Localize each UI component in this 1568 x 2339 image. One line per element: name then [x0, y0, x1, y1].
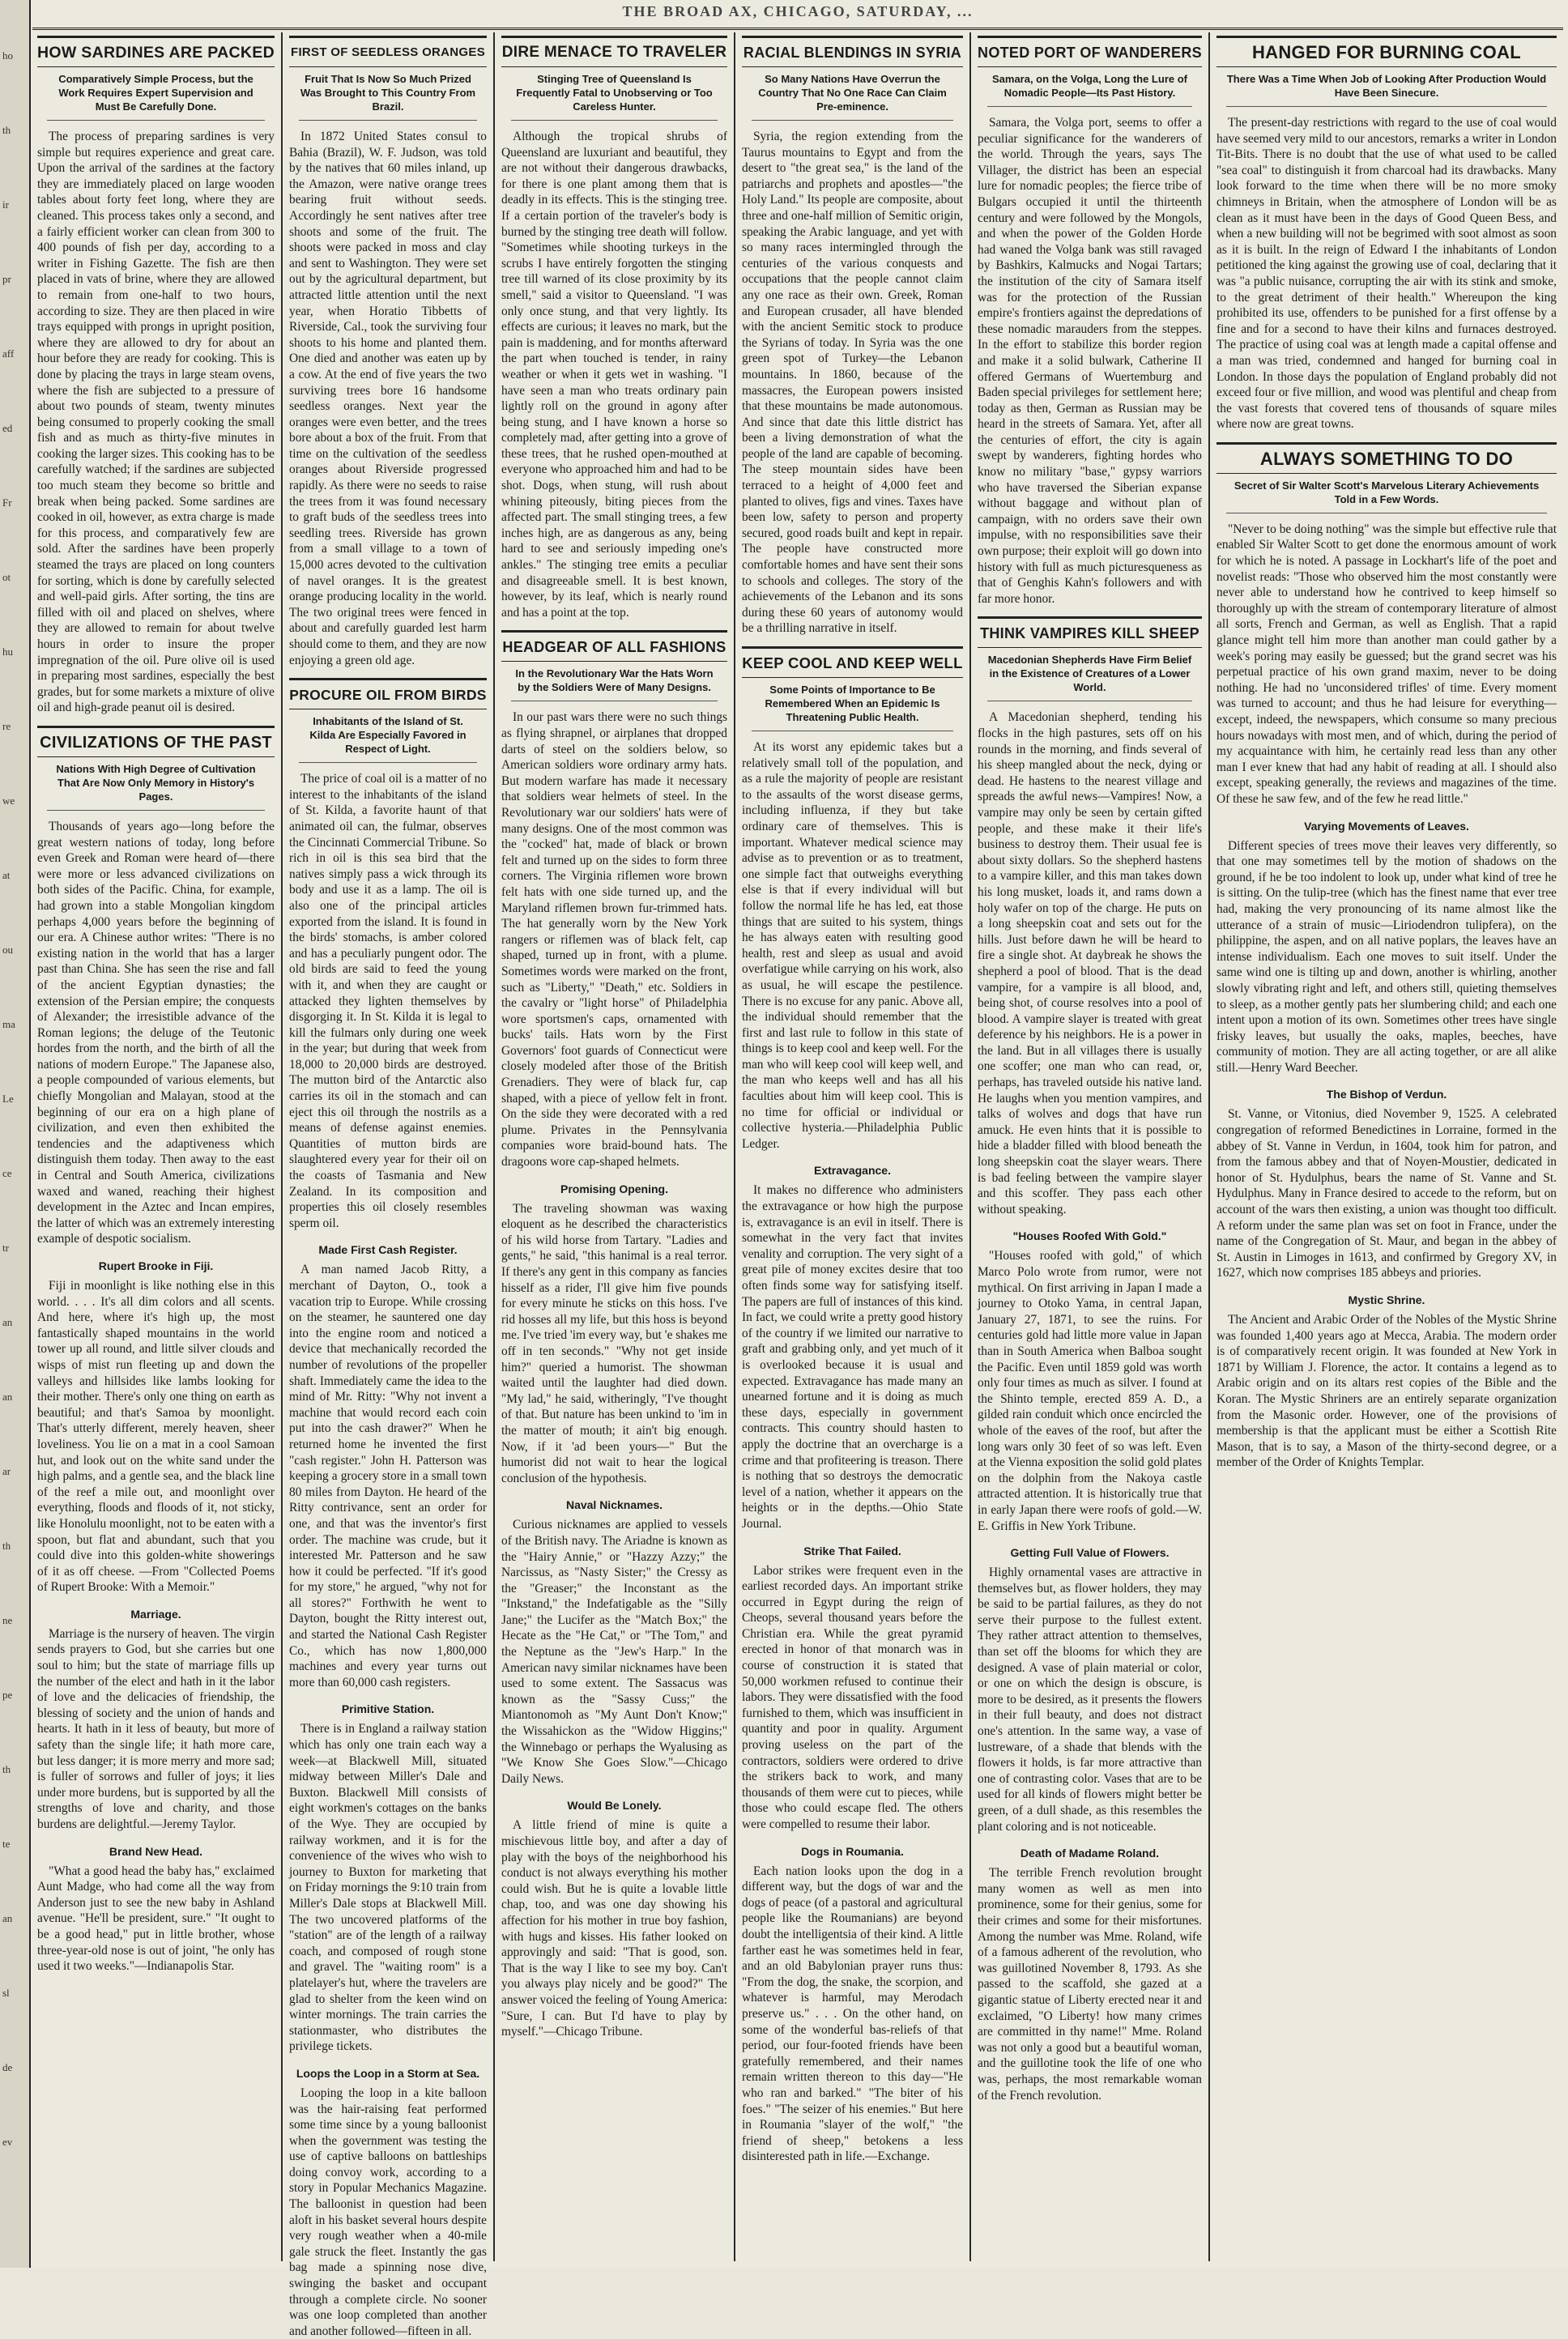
article-subhead: Rupert Brooke in Fiji. [98, 1259, 214, 1272]
article-body: Thousands of years ago—long before the great western nations of today, long before even Greek and Roman were heard of—there were more or less advanced civilizations on both sides of the Pacific. China, for example, had grown into a stable Mongolian kingdom perhaps 4,000 years before the beginning of our era. A Chinese author writes: "There is no existing nation in the world that has a larger past than China. She has seen the rise and fall of the ancient Egyptian dynasties; the extension of the Persian empire; the conquests of Alexander; the irresistible advance of the Roman legions; the deluge of the Teutonic hordes from the north, and the birth of all the nations of modern Europe." The Japanese also, a people compounded of various elements, but chiefly Mongolian and Malayan, stood at the beginning of our era on a high plane of civilization, and even then exhibited the tendencies and the adaptiveness which distinguish them today. Then away to the east in Central and South America, civilizations waxed and waned, reaching their highest development in the Aztec and Incan empires, the latter of which was an extremely interesting example of despotic socialism. [37, 819, 275, 1246]
column-6 [1212, 36, 1562, 2261]
article-body: It makes no difference who administers the extravagance or how high the purpose is, extravagance is an evil in itself. There is somewhat in the very fact that invites venality and corruption. The very sight of a great pile of money excites desire that too often finds some way for satisfying itself. The papers are full of instances of this kind. In fact, we could write a pretty good history of the country if we limited our narrative to graft and grabbing only, and yet much of it is overlooked because it is usual and expected. Extravagance has made many an unearned fortune and it is doing as much these days, especially in government contracts. This country should hasten to apply the doctrine that an overcharge is a crime and that profiteering is treason. There is nothing that so destroys the democratic level of a nation, whether it appears on the heights or in the depths.—Ohio State Journal. [742, 1183, 963, 1531]
article [501, 1498, 727, 1787]
article-subhead: Strike That Failed. [803, 1544, 901, 1557]
article-body: At its worst any epidemic takes but a relatively small toll of the population, and as a rule the majority of people are resistant to the assaults of the worst disease germs, including influenza, if they but take ordinary care of themselves. This is important. Whatever medical science may advise as to prevention or as to treatment, one simple fact that outweighs everything else is that if every individual will but follow the normal life he has led, eat those things that are suited to his system, things he has always eaten with resulting good health, rest and sleep as usual and avoid overfatigue while carrying on his work, also as usual, he will escape the pestilence. There is no excuse for any panic. Above all, the individual should remember that the first and last rule to follow in this state of things is to keep cool and keep well. For the man who will keep cool will keep well, and the man who keeps well and has all his faculties about him will keep cool. This is no time for official or individual or collective hysteria.—Philadelphia Public Ledger. [742, 740, 963, 1151]
article [501, 36, 727, 620]
strip-fragment: de [2, 2061, 13, 2073]
article-deck: Macedonian Shepherds Have Firm Belief in the Existence of Creatures of a Lower World. [987, 653, 1192, 701]
article-headline: HOW SARDINES ARE PACKED [37, 36, 275, 67]
article-subhead: Varying Movements of Leaves. [1304, 819, 1469, 833]
article-deck: Fruit That Is Now So Much Prized Was Brought to This Country From Brazil. [299, 72, 477, 121]
article-deck: Comparatively Simple Process, but the Work Requires Expert Supervision and Must Be Carefully Done. [47, 72, 265, 121]
strip-fragment: ne [2, 1614, 13, 1626]
article-subhead: Would Be Lonely. [567, 1799, 662, 1813]
strip-fragment: th [2, 1540, 11, 1552]
strip-fragment: ed [2, 422, 13, 434]
article-headline: HEADGEAR OF ALL FASHIONS [501, 630, 727, 662]
article-subhead: Getting Full Value of Flowers. [1010, 1546, 1170, 1560]
article-deck: So Many Nations Have Overrun the Country That No One Race Can Claim Pre-eminence. [752, 72, 953, 121]
strip-fragment: aff [2, 347, 15, 360]
article [289, 1242, 487, 1690]
article [978, 1846, 1202, 2103]
article-deck: Some Points of Importance to Be Remembered When an Epidemic Is Threatening Public Health. [752, 683, 953, 731]
article-subhead: Promising Opening. [560, 1182, 668, 1195]
article-subhead: Primitive Station. [341, 1702, 435, 1716]
article [37, 726, 275, 1247]
article-deck: There Was a Time When Job of Looking After Production Would Have Been Sinecure. [1226, 72, 1547, 107]
column-rule [281, 32, 283, 2261]
strip-fragment: ho [2, 49, 13, 62]
article-headline: THINK VAMPIRES KILL SHEEP [978, 616, 1202, 648]
article [1216, 1293, 1557, 1471]
article-body: In 1872 United States consul to Bahia (Brazil), W. F. Judson, was told by the natives that 60 miles inland, up the Amazon, were native orange trees bearing fruit without seeds. Accordingly he sent natives after tree shoots and some of the fruit. The shoots were packed in moss and clay and sent to Washington. They were set out by the agricultural department, but attracted little attention until the next year, when Horatio Tibbetts of Riverside, Cal., took the surviving four shoots to his home and planted them. One died and another was eaten up by a cow. At the end of five years the two surviving trees bore 16 handsome seedless oranges. Next year the oranges were even better, and the trees bore about a box of the fruit. From that time on the cultivation of the seedless oranges about Riverside progressed rapidly. As there were no seeds to raise the trees from it was found necessary to graft buds of the seedless trees into seedling trees. Riverside has grown from a small village to a town of 15,000 acres devoted to the cultivation of navel oranges. It is the greatest orange producing locality in the world. The two original trees were fenced in about and carefully guarded lest harm should come to them, and they are now enjoying a green old age. [289, 130, 487, 667]
article [289, 1702, 487, 2054]
article-subhead: The Bishop of Verdun. [1326, 1088, 1447, 1101]
strip-fragment: th [2, 1763, 11, 1775]
article-body: The present-day restrictions with regard to the use of coal would have seemed very mild to our ancestors, remarks a writer in London Tit-Bits. There is no doubt that the use of what used to be called "sea coal" to distinguish it from charcoal had its drawbacks. Many look forward to the time when there will be no more smoky chimneys in Britain, when the atmosphere of London will be as clean as it must have been in the days of Good Queen Bess, and when a new building will not be begrimed with soot almost as soon as it is built. In the reign of Edward I the inhabitants of London petitioned the king against the growing use of coal, declaring that it was "a public nuisance, corrupting the air with its stink and smoke, to the great detriment of their health." Whereupon the king prohibited its use, offenders to be punished for a first offense by a fine and for a second to have their kilns and furnaces destroyed. The practice of using coal was at length made a capital offense and a man was tried, condemned and hanged for burning coal in London. In those days the population of England probably did not exceed four or five million, and wood was plentiful and cheap from the vast forests that covered tens of thousands of square miles where now are great towns. [1216, 116, 1557, 432]
article [37, 1607, 275, 1833]
article-deck: In the Revolutionary War the Hats Worn by the Soldiers Were of Many Designs. [511, 667, 718, 701]
column-3 [496, 36, 732, 2261]
article-headline: FIRST OF SEEDLESS ORANGES [289, 36, 487, 67]
adjacent-page-strip [0, 0, 31, 2268]
article [978, 36, 1202, 607]
column-rule [493, 32, 495, 2261]
column-5 [973, 36, 1207, 2261]
article-subhead: Marriage. [130, 1607, 181, 1621]
article-body: The price of coal oil is a matter of no interest to the inhabitants of the island of St. Kilda, a favorite haunt of that animated oil can, the fulmar, observes the Cincinnati Commercial Tribune. So rich in oil is this sea bird that the natives simply pass a wick through its body and use it as a lamp. The oil is also one of the principal articles exported from the island. It is found in the birds' stomachs, is amber colored and has a peculiarly pungent odor. The old birds are said to feed the young with it, and when they are caught or attacked they lighten themselves by disgorging it. In St. Kilda it is legal to kill the fulmars only during one week in the year; but during that week from 18,000 to 20,000 birds are destroyed. The mutton bird of the Antarctic also carries its oil in the stomach and can eject this oil through the nostrils as a means of defense against enemies. Quantities of mutton birds are slaughtered every year for their oil on the coasts of Tasmania and New Zealand. In its composition and properties this oil closely resembles sperm oil. [289, 772, 487, 1230]
strip-fragment: an [2, 1316, 13, 1328]
article-deck: Samara, on the Volga, Long the Lure of Nomadic People—Its Past History. [987, 72, 1192, 107]
strip-fragment: ou [2, 944, 13, 956]
page-header: THE BROAD AX, CHICAGO, SATURDAY, ... [32, 3, 1563, 30]
article-subhead: Naval Nicknames. [565, 1498, 663, 1512]
article [978, 1229, 1202, 1534]
article-body: A little friend of mine is quite a mischievous little boy, and after a day of play with the boys of the neighborhood his conduct is not always everything his mother could wish. But he is quite a lovable little chap, too, and was one day showing his affection for his mother in true boy fashion, with hugs and kisses. His father looked on approvingly and said: "That is good, son. That is the way I like to see my boy. Can't you always play nicely and be good?" The answer voiced the feeling of Young America: "Sure, I can. But I'd have to play by myself."—Chicago Tribune. [501, 1818, 727, 2039]
strip-fragment: pr [2, 273, 11, 285]
article-body: The process of preparing sardines is very simple but requires experience and great care. Upon the arrival of the sardines at the factory they are immediately placed on large wooden tables about forty feet long, where they are cleaned. This process takes only a second, and a fairly efficient worker can clean from 300 to 400 pounds of fish per day, according to a writer in Fishing Gazette. The fish are then placed in vats of brine, where they are allowed to remain from one-half to two hours, according to size. They are then placed in wire trays equipped with prongs in upright position, where they are allowed to dry for about an hour before they are ready for cooking. This is done by placing the trays in large steam ovens, where the fish are subjected to a pressure of about two pounds of steam, twenty minutes being consumed to properly cooking the small fish and as much as thirty-five minutes in cooking the larger sizes. This cooking has to be carefully watched; if the sardines are subjected too much steam they become so brittle and break when being packed. Some sardines are cooked in oil, however, as extra charge is made for this process, and comparatively few are sold. After the sardines have been properly steamed the trays are placed on long counters for sorting, which is done by carefully selected and well-paid girls. After sorting, the tins are filled with oil and placed on shelves, where they are allowed to remain for about twelve hours in order to insure the proper impregnation of the oil. Pure olive oil is used in preparing most sardines, especially the best grades, but for some markets a mixture of olive oil and high-grade peanut oil is desired. [37, 130, 275, 715]
article-deck: Nations With High Degree of Cultivation That Are Now Only Memory in History's Pages. [47, 762, 265, 811]
article-subhead: Loops the Loop in a Storm at Sea. [296, 2066, 480, 2080]
article [501, 1798, 727, 2039]
article [742, 36, 963, 637]
article-headline: ALWAYS SOMETHING TO DO [1216, 442, 1557, 474]
article [37, 1259, 275, 1596]
article [37, 1844, 275, 1975]
article-headline: HANGED FOR BURNING COAL [1216, 36, 1557, 67]
article [37, 36, 275, 716]
article-subhead: Brand New Head. [109, 1844, 203, 1858]
article-deck: Inhabitants of the Island of St. Kilda Are Especially Favored in Respect of Light. [299, 714, 477, 763]
article-subhead: "Houses Roofed With Gold." [1012, 1229, 1167, 1243]
article-body: Labor strikes were frequent even in the earliest recorded days. An important strike occurred in Egypt during the reign of Cheops, several thousand years before the Christian era. While the great pyramid erected in honor of that monarch was in course of construction it is stated that 50,000 workmen refused to continue their labors. They were dissatisfied with the food furnished to them, which was insufficient in quantity and poor in quality. Argument proving useless on the part of the contractors, soldiers were ordered to drive the strikers back to work, and many thousands of them were cut to pieces, while those who could escape fled. The others were compelled to resume their labor. [742, 1563, 963, 1831]
article [1216, 819, 1557, 1076]
strip-fragment: hu [2, 645, 13, 658]
article [742, 1163, 963, 1532]
article-body: A Macedonian shepherd, tending his flocks in the high pastures, sets off on his rounds in the morning, and finds several of his sheep mangled about the neck, dying or dead. He hastens to the nearest village and spreads the awful news—Vampires! Now, a vampire may only be seen by certain gifted people, and these make it their life's business to destroy them. Their usual fee is about sixty dollars. So the shepherd hastens to a vampire killer, and this man takes down his long musket, loads it, and rams down a holy wafer on top of the charge. He puts on a long sheepskin coat and sets out for the hills. Just before dawn he will be heard to fire a single shot. At daybreak he shows the shepherd a pool of blood. That is the dead vampire, for a vampire is all blood, and, being shot, of course resolves into a pool of blood. A vampire slayer is treated with great deference by his neighbors. He is a power in the land. But in all villages there is usually one scoffer; one man who can read, or, perhaps, has traveled outside his native land. He laughs when you mention vampires, and talks of wolves and dogs that have run amuck. He even hints that it is possible to hide a bladder filled with blood beneath the long sheepskin coat the slayer wears. There is bad feeling between the vampire slayer and this scoffer. They pass each other without speaking. [978, 710, 1202, 1216]
strip-fragment: th [2, 124, 11, 136]
article-body: Although the tropical shrubs of Queensland are luxuriant and beautiful, they are not without their dangerous drawbacks, for there is one plant among them that is deadly in its effects. This is the stinging tree. If a certain portion of the traveler's body is burned by the stinging tree death will follow. "Sometimes while shooting turkeys in the scrubs I have entirely forgotten the stinging tree till warned of its close proximity by its smell," said a visitor to Queensland. "I was only once stung, and that very lightly. Its effects are curious; it leaves no mark, but the pain is maddening, and for months afterward the part when touched is tender, in rainy weather or when it gets wet in washing. "I have seen a man who treats ordinary pain lightly roll on the ground in agony after being stung, and I have known a horse so completely mad, after getting into a grove of these trees, that he rushed open-mouthed at everyone who approached him and had to be shot. Dogs, when stung, will rush about whining piteously, biting pieces from the affected part. The small stinging trees, a few inches high, are as dangerous as any, being hard to see and seriously impeding one's ankles." The stinging tree emits a peculiar and disagreeable smell. It is best known, however, by its leaf, which is nearly round and has a point at the top. [501, 130, 727, 620]
column-rule [734, 32, 735, 2261]
article-body: Looping the loop in a kite balloon was the hair-raising feat performed some time since by a young balloonist when the government was testing the use of captive balloons on battleships doing convoy work, according to a story in Popular Mechanics Magazine. The balloonist in question had been aloft in his basket several hours despite very rough weather when a 40-mile gale struck the fleet. Instantly the gas bag made a spinning nose dive, swinging the basket and occupant through a complete circle. No sooner was one loop completed than another and another followed—fifteen in all. [289, 2086, 487, 2338]
column-rule [1208, 32, 1210, 2261]
article-body: The traveling showman was waxing eloquent as he described the characteristics of his wild horse from Tartary. "Ladies and gents," he said, "this hanimal is a real terror. If there's any gent in this company as fancies hisself as a rider, I'll give him five pounds for every minute he sticks on this hoss. I've rid hosses all my life, but this hoss is beyond me. I've tried 'im every way, but 'e shakes me off in ten seconds." "Why not get inside him?" queried a humorist. The showman waited until the laughter had died down. "My lad," he said, witheringly, "I've thought of that. But nature has been unkind to 'im in the matter of mouth; it ain't big enough. Now, if it 'ad been yours—" But the humorist did not wait to hear the logical conclusion of the hypothesis. [501, 1201, 727, 1485]
strip-fragment: at [2, 869, 11, 881]
strip-fragment: te [2, 1838, 11, 1850]
strip-fragment: ir [2, 198, 9, 211]
article-body: Different species of trees move their leaves very differently, so that one may sometimes tell by the motion of shadows on the ground, if he be too indolent to look up, under what kind of tree he is sitting. On the tulip-tree (which has the finest name that ever tree had, making the very pronouncing of its name almost like the utterance of a strain of music—Liriodendron tulipfera), on the philippine, the aspen, and on all native poplars, the leaves have an intense individualism. Each one moves to suit itself. Under the same wind one is tilting up and down, another is whirling, another slowly vibrating right and left, and others still, quieting themselves to sleep, as a mother gently pats her slumbering child; and each one intent upon a motion of its own. Sometimes other trees have single frisky leaves, but usually the oaks, maples, beeches, have community of motion. They are all acting together, or are all alike still.—Henry Ward Beecher. [1216, 838, 1557, 1075]
strip-fragment: Le [2, 1093, 14, 1105]
article-headline: KEEP COOL AND KEEP WELL [742, 646, 963, 678]
article [501, 1182, 727, 1487]
article-body: Samara, the Volga port, seems to offer a peculiar significance for the wanderers of the world. Through the years, says The Villager, the district has been an especial lure for nomadic peoples; the fierce tribe of Bulgars occupied it until the thirteenth century and were followed by the Mongols, and when the power of the Golden Horde had waned the Volga bank was still ravaged by Bashkirs, Kalmucks and Nogai Tartars; the institution of the city of Samara itself was for the protection of the Russian empire's frontiers against the depredations of these nomadic marauders from the steppes. In the effort to stabilize this border region and make it a solid bulwark, Catherine II offered Germans of Wuertemburg and Baden special privileges for settlement here; today as then, German as Russian may be heard in the streets of Samara. Yet, after all the centuries of effort, the city is again swept by wanderers, fighting hordes who know no military "base," gypsy warriors who have traversed the Siberian expanse without baggage and without plan of campaign, with no orders save their own impulse, with no responsibilities save their own purpose; their exploit will go down into history with full as much picturesqueness as that of Genghis Kahn's followers and with far more honor. [978, 116, 1202, 606]
article [501, 630, 727, 1170]
article-body: "Houses roofed with gold," of which Marco Polo wrote from rumor, were not mythical. On first arriving in Japan I made a journey to Otoko Yama, in central Japan, January 27, 1871, to see the ruins. For centuries gold had little more value in Japan than in South America when Balboa sought the Pacific. Even until 1859 gold was worth only four times as much as silver. I found at the Shinto temple, erected 859 A. D., a gilded rain conduit which once encircled the whole of the eaves of the roof, but after the long wars only 30 feet of so was left. Even at the Vienna exposition the solid gold plates on the dolphin from the Nakoya castle attracted attention. It is historically true that in early Japan there were roofs of gold.—W. E. Griffis in New York Tribune. [978, 1249, 1202, 1533]
article-deck: Stinging Tree of Queensland Is Frequently Fatal to Unobserving or Too Careless Hunter. [511, 72, 718, 121]
article-deck: Secret of Sir Walter Scott's Marvelous Literary Achievements Told in a Few Words. [1226, 479, 1547, 513]
strip-fragment: an [2, 1912, 13, 1924]
article-subhead: Extravagance. [814, 1164, 891, 1178]
article-subhead: Made First Cash Register. [318, 1243, 458, 1257]
article-subhead: Mystic Shrine. [1348, 1293, 1425, 1306]
article [289, 2066, 487, 2339]
column-1 [32, 36, 279, 2261]
article-body: The terrible French revolution brought many women as well as men into prominence, some for their genius, some for their crimes and some for their misfortunes. Among the number was Mme. Roland, wife of a famous adherent of the revolution, who was guillotined November 8, 1793. As she passed to the scaffold, she gazed at a gigantic statue of Liberty erected near it and exclaimed, "O Liberty! how many crimes are committed in thy name!" Mme. Roland was not only a good but a beautiful woman, and the guillotine took the life of one who was, perhaps, the most remarkable woman of the French revolution. [978, 1866, 1202, 2103]
article-body: Fiji in moonlight is like nothing else in this world. . . . It's all dim colors and all scents. And here, where it's high up, the most fantastically shaped mountains in the world tower up all round, and little silver clouds and wisps of mist run fleeting up and down the valleys and hillsides like lambs looking for their mother. There's only one thing on earth as beautiful; and that's Samoa by moonlight. That's utterly different, merely heaven, sheer loveliness. You lie on a mat in a cool Samoan hut, and look out on the white sand under the high palms, and a gentle sea, and the black line of the reef a mile out, and moonlight over everything, floods and floods of it, not sticky, like Honolulu moonlight, not to be eaten with a spoon, but flat and abundant, such that you could dive into this golden-white showerings of it as off cheese. —From "Collected Poems of Rupert Brooke: With a Memoir." [37, 1279, 275, 1595]
article-body: Highly ornamental vases are attractive in themselves but, as flower holders, they may be said to be partial failures, as they do not serve their purpose to the fullest extent. They rather attract attention to themselves, than set off the blooms for which they are designed. A vase of plain material or color, or one on which the design is obscure, is more to be desired, as it presents the flowers in their full beauty, and does not distract one's attention. In the same way, a vase of lustreware, of a shade that blends with the flowers it holds, is far more attractive than one of contrasting color. Vases that are to be used for all kinds of flowers might better be green, of a dull shade, as this resembles the plant coloring and is not noticeable. [978, 1566, 1202, 1834]
article-body: A man named Jacob Ritty, a merchant of Dayton, O., took a vacation trip to Europe. While crossing on the steamer, he sauntered one day into the engine room and noticed a device that mechanically recorded the number of revolutions of the propeller shaft. Immediately came the idea to the mind of Mr. Ritty: "Why not invent a machine that would record each coin put into the cash drawer?" When he returned home he invented the first "cash register." John H. Patterson was keeping a grocery store in a small town 80 miles from Dayton. He heard of the Ritty contrivance, sent an order for one, and that was the inventor's first order. The machine was crude, but it interested Mr. Patterson and he saw how it could be perfected. "If it's good for my store," he argued, "why not for all stores?" Forthwith he went to Dayton, bought the Ritty interest out, and started the National Cash Register Co., which has now 1,800,000 machines and every year turns out more than 60,000 cash registers. [289, 1263, 487, 1689]
strip-fragment: ar [2, 1465, 11, 1477]
article [1216, 36, 1557, 432]
strip-fragment: an [2, 1391, 13, 1403]
strip-fragment: tr [2, 1242, 9, 1254]
strip-fragment: pe [2, 1689, 13, 1701]
strip-fragment: re [2, 720, 11, 732]
article-body: "Never to be doing nothing" was the simple but effective rule that enabled Sir Walter Scott to get done the enormous amount of work for which he is noted. A passage in Lockhart's life of the poet and novelist reads: "Those who observed him the most constantly were never able to understand how he contrived to keep himself so thoroughly up with the stream of contemporary literature of almost all sorts, French and German, as well as English. That a rapid glance might tell him more than another man could gather by a week's poring may easily be guessed; but the grand secret was his perpetual practice of his own grand maxim, never to be doing nothing. He had no 'unconsidered trifles' of time. Every moment was turned to account; and thus he had leisure for everything—except, indeed, the newspapers, which consume so many precious hours nowadays with most men, and of which, during the period of my acquaintance with him, he certainly read less than any other man I ever knew that had any habit of reading at all. I should also except, speaking generally, the reviews and magazines of the time. Of these he saw few, and of the few he read little." [1216, 522, 1557, 806]
article [742, 1844, 963, 2165]
strip-fragment: ot [2, 571, 11, 583]
strip-fragment: ev [2, 2136, 13, 2148]
article-body: "What a good head the baby has," exclaimed Aunt Madge, who had come all the way from Anderson just to see the new baby in Ashland avenue. "He'll be president, sure." "It ought to be a good head," put in little brother, whose three-year-old nose is out of joint, "he only has used it two weeks."—Indianapolis Star. [37, 1864, 275, 1974]
article [289, 678, 487, 1231]
column-4 [737, 36, 968, 2261]
article [978, 616, 1202, 1217]
strip-fragment: ma [2, 1018, 15, 1030]
article-body: In our past wars there were no such things as flying shrapnel, or airplanes that dropped darts of steel on the soldiers below, so American soldiers wore ordinary army hats. But modern warfare has made it necessary that soldiers wear helmets of steel. In the Revolutionary war our soldiers' hats were of many designs. One of the most common was the "cocked" hat, made of black or brown felt and turned up on the sides to form three corners. The Virginia riflemen wore brown felt hats with one side turned up, and the Maryland riflemen brown fur-trimmed hats. The hat generally worn by the New York rangers or riflemen was of black felt, cap shaped, turned up in front, with a plume. Sometimes words were marked on the front, such as "Liberty," "Death," etc. Soldiers in the cavalry or "light horse" of Philadelphia wore sportsmen's caps, ornamented with bucks' tails. Hats worn by the First Governors' foot guards of Connecticut were closely modeled after those of the British Grenadiers. They were of black fur, cap shaped, with a piece of yellow felt in front. On the side they were decorated with a red plume. Privates in the Pennsylvania companies wore braid-bound hats. The dragoons wore cap-shaped helmets. [501, 710, 727, 1170]
article-body: There is in England a railway station which has only one train each way a week—at Blackwell Mill, situated midway between Miller's Dale and Buxton. Blackwell Mill consists of eight workmen's cottages on the banks of the Wye. They are occupied by railway workmen, and it is for the convenience of the wives who wish to journey to Buxton for marketing that on Friday mornings the 9:10 train from Miller's Dale stops at Blackwell Mill. The two uncovered platforms of the "station" are of the length of a railway coach, and composed of rough stone and gravel. The "waiting room" is a platelayer's hut, where the travelers are glad to shelter from the keen wind on winter mornings. The train carries the stationmaster, who distributes the privilege tickets. [289, 1722, 487, 2054]
article-body: Syria, the region extending from the Taurus mountains to Egypt and from the desert to "the great sea," is the land of the patriarchs and prophets and apostles—"the Holy Land." Its people are composite, about three and one-half million of Semitic origin, speaking the Arabic language, and yet with so many races intermingled through the centuries of the various conquests and occupations that the people cannot claim any one race as their own. Greek, Roman and European crusader, all have blended with the ancient Semitic stock to produce the Syrians of today. In Syria was the one green spot of Turkey—the Lebanon mountains. In 1860, because of the massacres, the European powers insisted that these mountains be made autonomous. And since that date this little district has been a living demonstration of what the people of the land are capable of becoming. The steep mountain sides have been terraced to a height of 4,000 feet and planted to olives, figs and vines. Taxes have been low, safety to person and property secured, good roads built and kept in repair. The people have constructed more comfortable homes and have sent their sons to schools and colleges. The story of the achievements of the Lebanon and its sons during these 60 years of autonomy would be a thrilling narrative in itself. [742, 130, 963, 636]
article-body: Curious nicknames are applied to vessels of the British navy. The Ariadne is known as the "Hairy Annie," or "Hazzy Azzy;" the Narcissus, as "Nasty Sister;" the Cressy as the "Greaser;" the Inconstant as the "Inkstand," the Indefatigable as the "Silly Jane;" the Lucifer as the "Match Box;" the Hecate as the "He Cat," or "The Tom," and the Neptune as the "Jew's Harp." In the American navy similar nicknames have been used to some extent. The Sassacus was known as the "Sassy Cuss;" the Miantonomoh as "My Aunt Don't Know;" the Wissahickon as the "Widow Higgins;" the Winnebago or perhaps the Wyalusing as "We Know She Goes Slow."—Chicago Daily News. [501, 1518, 727, 1786]
strip-fragment: ce [2, 1167, 12, 1179]
article-body: Each nation looks upon the dog in a different way, but the dogs of war and the dogs of peace (of a pastoral and agricultural people like the Roumanians) are beyond doubt the intelligentsia of their kind. A little farther east he was sometimes held in fear, and an old Babylonian prayer runs thus: "From the dog, the snake, the scorpion, and whatever is harmful, may Merodach preserve us." . . . On the other hand, on some of the wonderful bas-reliefs of that period, our four-footed friends have been gratefully remembered, and their names remain written thereon to this day—"He who ran and barked." "The biter of his foes." "The seizer of his enemies." But here in Roumania "slayer of the wolf," "the friend of sheep," betokens a less disinterested path in life.—Exchange. [742, 1864, 963, 2164]
strip-fragment: sl [2, 1987, 10, 1999]
article-subhead: Dogs in Roumania. [801, 1844, 904, 1858]
article-headline: CIVILIZATIONS OF THE PAST [37, 726, 275, 757]
article-subhead: Death of Madame Roland. [1020, 1847, 1160, 1860]
column-2 [284, 36, 492, 2338]
article [978, 1545, 1202, 1834]
article-headline: RACIAL BLENDINGS IN SYRIA [742, 36, 963, 67]
strip-fragment: Fr [2, 496, 12, 509]
article [289, 36, 487, 668]
article [742, 646, 963, 1152]
article-headline: DIRE MENACE TO TRAVELER [501, 36, 727, 67]
article [742, 1544, 963, 1833]
article-body: Marriage is the nursery of heaven. The virgin sends prayers to God, but she carries but one soul to him; but the state of marriage fills up the number of the elect and hath in it the labor of love and the delicacies of friendship, the blessing of society and the union of hands and hearts. It hath in it less of beauty, but more of safety than the single life; it hath more care, but less danger; it is more merry and more sad; is fuller of sorrows and fuller of joys; it lies under more burdens, but is supported by all the strengths of love and charity, and those burdens are delightful.—Jeremy Taylor. [37, 1626, 275, 1831]
article-body: The Ancient and Arabic Order of the Nobles of the Mystic Shrine was founded 1,400 years ago at Mecca, Arabia. The modern order is of comparatively recent origin. It was founded at New York in 1871 by William J. Florence, the actor. It contains a legend as to Arabic origin and on its altars rest copies of the Bible and the Koran. The Mystic Shriners are an entirely separate organization from the Masonic order. However, one of the provisions of membership is that the applicant must be either a Scottish Rite Mason, that is to say, a Mason of the thirty-second degree, or a member of the Order of Knights Templar. [1216, 1313, 1557, 1470]
article-body: St. Vanne, or Vitonius, died November 9, 1525. A celebrated congregation of reformed Benedictines in Lorraine, formed in the abbey of St. Vanne in Verdun, in 1604, took him for patron, and from the famous abbey and that of Noyen-Moustier, dedicated in honor of St. Hydulphus, bears the name of St. Vanne and St. Hydulphus. Many in France desired to accede to the reform, but on account of the wars then existing, a union was thought too difficult. A reform under the same plan was set on foot in France, under the name of the Congregation of St. Maur, and began in the abbey of St. Austin in Limoges in 1613, and confirmed by Gregory XV, in 1627, which now comprises 185 abbeys and priories. [1216, 1107, 1557, 1280]
column-rule [969, 32, 971, 2261]
article-headline: PROCURE OIL FROM BIRDS [289, 678, 487, 709]
article [1216, 442, 1557, 807]
strip-fragment: we [2, 795, 15, 807]
article-headline: NOTED PORT OF WANDERERS [978, 36, 1202, 67]
article [1216, 1087, 1557, 1281]
